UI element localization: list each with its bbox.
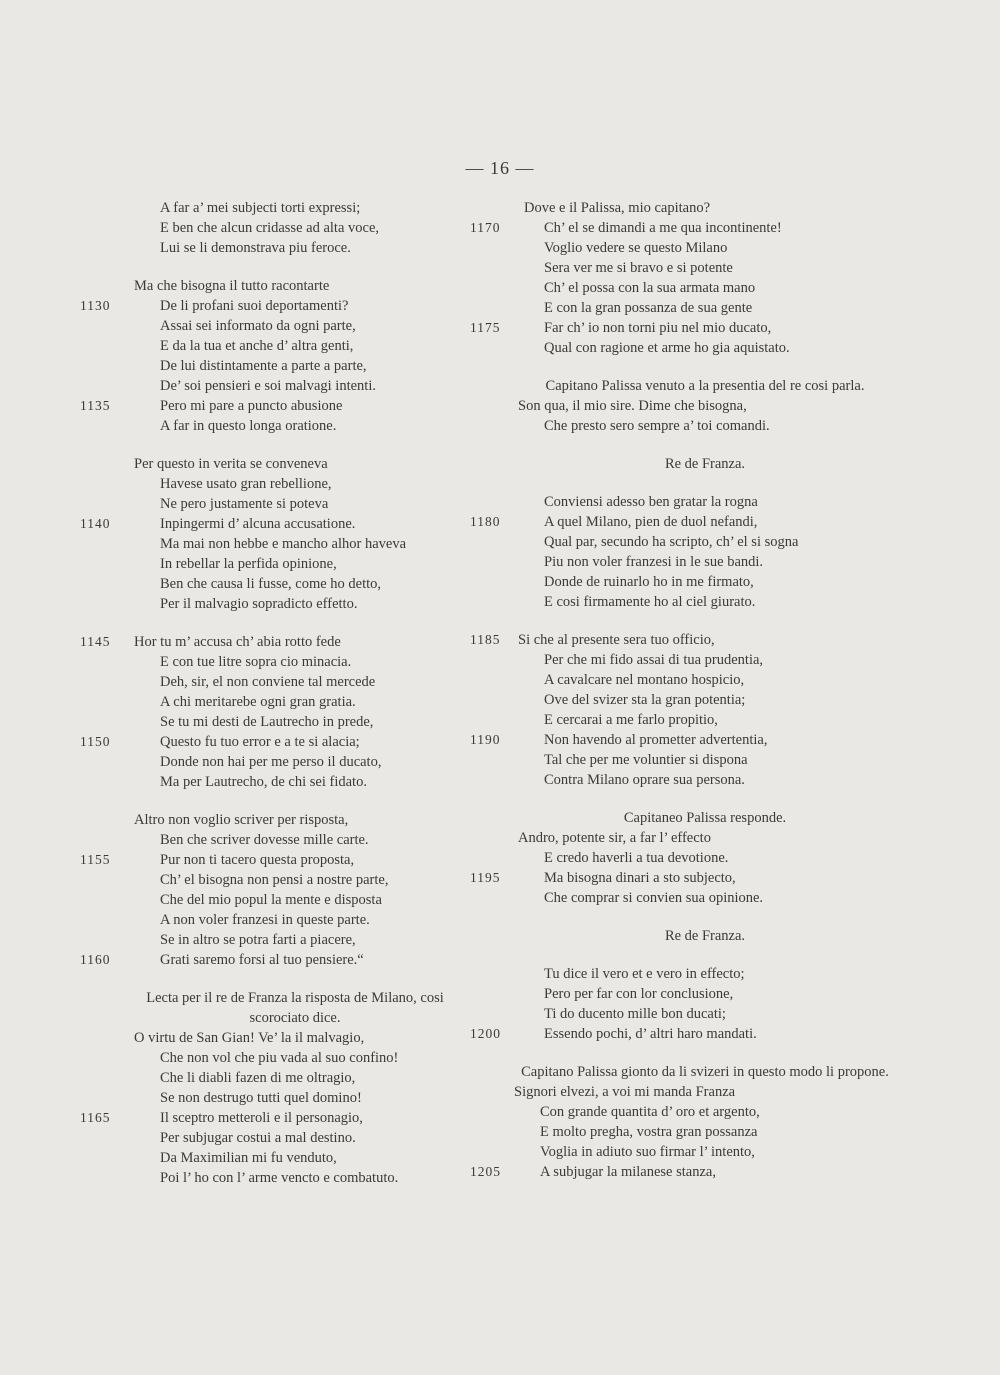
verse-text: A subjugar la milanese stanza, <box>540 1164 716 1180</box>
stage-direction <box>520 1062 890 1082</box>
verse-text: Per il malvagio sopradicto effetto. <box>160 596 358 612</box>
verse-text: Ma che bisogna il tutto racontarte <box>134 278 330 294</box>
stanza-gap <box>80 614 460 632</box>
stanza-gap <box>470 612 890 630</box>
verse-line <box>80 672 460 692</box>
stanza-gap <box>80 970 460 988</box>
verse-text: Pero per far con lor conclusione, <box>544 986 734 1002</box>
verse-text: Tal che per me voluntier si dispona <box>544 752 748 768</box>
stage-direction-text: Capitano Palissa venuto a la presentia del re cosi parla. <box>545 378 865 394</box>
verse-text: Grati saremo forsi al tuo pensiere.“ <box>160 952 364 968</box>
stage-direction-text: Re de Franza. <box>664 456 746 472</box>
verse-line <box>80 752 460 772</box>
verse-line <box>470 630 890 650</box>
verse-text: Havese usato gran rebellione, <box>160 476 332 492</box>
verse-text: Si che al presente sera tuo officio, <box>518 632 715 648</box>
verse-text: A chi meritarebe ogni gran gratia. <box>160 694 356 710</box>
verse-line <box>470 492 890 512</box>
line-number: 1200 <box>470 1026 501 1041</box>
page-header: — 16 — <box>465 158 535 178</box>
verse-line <box>80 1068 460 1088</box>
verse-line <box>470 338 890 358</box>
verse-line <box>470 1024 890 1044</box>
stanza-gap <box>470 436 890 454</box>
left-column <box>80 198 460 1188</box>
verse-text: De lui distintamente a parte a parte, <box>160 358 367 374</box>
verse-line <box>80 574 460 594</box>
verse-line <box>470 258 890 278</box>
verse-line <box>80 454 460 474</box>
verse-text: Non havendo al prometter advertentia, <box>544 732 768 748</box>
verse-text: Donde de ruinarlo ho in me firmato, <box>544 574 754 590</box>
verse-line <box>80 890 460 910</box>
verse-text: A cavalcare nel montano hospicio, <box>544 672 745 688</box>
verse-text: Che comprar si convien sua opinione. <box>544 890 764 906</box>
stage-direction <box>520 926 890 946</box>
verse-text: A non voler franzesi in queste parte. <box>160 912 370 928</box>
verse-line <box>80 1128 460 1148</box>
verse-text: Pero mi pare a puncto abusione <box>160 398 343 414</box>
verse-text: Da Maximilian mi fu venduto, <box>160 1150 337 1166</box>
verse-text: Ben che scriver dovesse mille carte. <box>160 832 369 848</box>
verse-line <box>80 1088 460 1108</box>
verse-text: E da la tua et anche d’ altra genti, <box>160 338 354 354</box>
verse-text: Assai sei informato da ogni parte, <box>160 318 356 334</box>
verse-text: Per questo in verita se conveneva <box>134 456 328 472</box>
verse-text: Tu dice il vero et e vero in effecto; <box>544 966 745 982</box>
verse-line <box>80 296 460 316</box>
line-number: 1165 <box>80 1110 111 1125</box>
verse-line <box>80 416 460 436</box>
verse-line <box>470 198 890 218</box>
verse-text: E credo haverli a tua devotione. <box>544 850 729 866</box>
verse-line <box>470 592 890 612</box>
verse-line <box>80 910 460 930</box>
stage-direction-text: Re de Franza. <box>664 928 746 944</box>
verse-line <box>470 710 890 730</box>
verse-text: Questo fu tuo error e a te si alacia; <box>160 734 360 750</box>
verse-line <box>80 732 460 752</box>
verse-text: Se non destrugo tutti quel domino! <box>160 1090 362 1106</box>
verse-line <box>80 534 460 554</box>
verse-text: E con tue litre sopra cio minacia. <box>160 654 352 670</box>
stanza-gap <box>470 908 890 926</box>
verse-text: Se in altro se potra farti a piacere, <box>160 932 356 948</box>
stanza-gap <box>470 946 890 964</box>
verse-line <box>470 298 890 318</box>
verse-text: Ch’ el se dimandi a me qua incontinente! <box>544 220 782 236</box>
verse-line <box>470 670 890 690</box>
line-number: 1160 <box>80 952 111 967</box>
verse-text: Ma mai non hebbe e mancho alhor haveva <box>160 536 407 552</box>
verse-text: Pur non ti tacero questa proposta, <box>160 852 355 868</box>
line-number: 1195 <box>470 870 501 885</box>
verse-line <box>80 198 460 218</box>
verse-text: E cosi firmamente ho al ciel giurato. <box>544 594 756 610</box>
stanza-gap <box>470 358 890 376</box>
verse-line <box>80 238 460 258</box>
verse-line <box>80 632 460 652</box>
verse-line <box>80 276 460 296</box>
verse-text: Voglia in adiuto suo firmar l’ intento, <box>540 1144 755 1160</box>
verse-text: Ben che causa li fusse, come ho detto, <box>160 576 382 592</box>
verse-line <box>470 650 890 670</box>
line-number: 1190 <box>470 732 501 747</box>
stanza-gap <box>80 792 460 810</box>
verse-text: O virtu de San Gian! Ve’ la il malvagio, <box>134 1030 365 1046</box>
verse-text: E ben che alcun cridasse ad alta voce, <box>160 220 380 236</box>
verse-line <box>80 1028 460 1048</box>
verse-text: Per subjugar costui a mal destino. <box>160 1130 356 1146</box>
verse-line <box>470 730 890 750</box>
verse-line <box>80 1108 460 1128</box>
verse-line <box>80 1048 460 1068</box>
line-number: 1130 <box>80 298 111 313</box>
verse-line <box>470 1162 890 1182</box>
verse-text: Lui se li demonstrava piu feroce. <box>160 240 351 256</box>
verse-line <box>470 750 890 770</box>
verse-line <box>80 514 460 534</box>
verse-line <box>80 494 460 514</box>
stanza-gap <box>80 436 460 454</box>
verse-text: Ch’ el bisogna non pensi a nostre parte, <box>160 872 389 888</box>
verse-line <box>80 712 460 732</box>
verse-text: Ove del svizer sta la gran potentia; <box>544 692 746 708</box>
stage-direction <box>130 988 460 1028</box>
verse-line <box>470 984 890 1004</box>
line-number: 1205 <box>470 1164 501 1179</box>
right-column <box>470 198 890 1182</box>
verse-line <box>470 238 890 258</box>
verse-text: E molto pregha, vostra gran possanza <box>540 1124 758 1140</box>
verse-line <box>80 850 460 870</box>
line-number: 1135 <box>80 398 111 413</box>
verse-text: Per che mi fido assai di tua prudentia, <box>544 652 764 668</box>
verse-line <box>470 1122 890 1142</box>
verse-text: A quel Milano, pien de duol nefandi, <box>544 514 758 530</box>
verse-text: Con grande quantita d’ oro et argento, <box>540 1104 760 1120</box>
verse-text: In rebellar la perfida opinione, <box>160 556 337 572</box>
stanza-gap <box>80 258 460 276</box>
verse-line <box>470 1082 890 1102</box>
verse-line <box>470 1004 890 1024</box>
verse-text: Sera ver me si bravo e si potente <box>544 260 733 276</box>
line-number: 1180 <box>470 514 501 529</box>
verse-line <box>470 416 890 436</box>
verse-line <box>470 868 890 888</box>
line-number: 1145 <box>80 634 111 649</box>
verse-text: Che non vol che piu vada al suo confino! <box>160 1050 399 1066</box>
verse-text: Che presto sero sempre a’ toi comandi. <box>544 418 770 434</box>
verse-line <box>470 828 890 848</box>
verse-line <box>80 554 460 574</box>
verse-text: De li profani suoi deportamenti? <box>160 298 349 314</box>
verse-text: Andro, potente sir, a far l’ effecto <box>518 830 711 846</box>
line-number: 1175 <box>470 320 501 335</box>
verse-line <box>470 572 890 592</box>
verse-text: Conviensi adesso ben gratar la rogna <box>544 494 758 510</box>
verse-line <box>470 512 890 532</box>
verse-text: Piu non voler franzesi in le sue bandi. <box>544 554 764 570</box>
verse-line <box>470 690 890 710</box>
stage-direction <box>520 454 890 474</box>
verse-text: Donde non hai per me perso il ducato, <box>160 754 382 770</box>
verse-text: Ma per Lautrecho, de chi sei fidato. <box>160 774 367 790</box>
verse-line <box>470 848 890 868</box>
verse-line <box>80 652 460 672</box>
verse-line <box>80 930 460 950</box>
verse-text: E cercarai a me farlo propitio, <box>544 712 718 728</box>
verse-text: Che del mio popul la mente e disposta <box>160 892 382 908</box>
stage-direction <box>520 808 890 828</box>
verse-line <box>80 218 460 238</box>
verse-line <box>470 218 890 238</box>
verse-text: Se tu mi desti de Lautrecho in prede, <box>160 714 374 730</box>
verse-line <box>470 532 890 552</box>
verse-text: Ma bisogna dinari a sto subjecto, <box>544 870 736 886</box>
verse-line <box>470 888 890 908</box>
verse-text: Son qua, il mio sire. Dime che bisogna, <box>518 398 747 414</box>
stage-direction-text: Capitaneo Palissa responde. <box>623 810 787 826</box>
verse-text: Ne pero justamente si poteva <box>160 496 329 512</box>
verse-line <box>80 870 460 890</box>
verse-line <box>80 356 460 376</box>
line-number: 1155 <box>80 852 111 867</box>
verse-text: Contra Milano oprare sua persona. <box>544 772 745 788</box>
verse-line <box>470 964 890 984</box>
verse-line <box>80 1168 460 1188</box>
verse-text: Ti do ducento mille bon ducati; <box>544 1006 726 1022</box>
stage-direction-text: Capitano Palissa gionto da li svizeri in questo modo li propone. <box>521 1064 889 1080</box>
verse-line <box>80 376 460 396</box>
verse-text: Hor tu m’ accusa ch’ abia rotto fede <box>134 634 341 650</box>
verse-line <box>80 830 460 850</box>
verse-text: A far in questo longa oratione. <box>160 418 337 434</box>
verse-line <box>80 474 460 494</box>
verse-line <box>80 692 460 712</box>
stanza-gap <box>470 474 890 492</box>
verse-line <box>80 772 460 792</box>
verse-text: Far ch’ io non torni piu nel mio ducato, <box>544 320 772 336</box>
verse-line <box>470 1102 890 1122</box>
verse-text: Il sceptro metteroli e il personagio, <box>160 1110 363 1126</box>
line-number: 1140 <box>80 516 111 531</box>
verse-line <box>470 552 890 572</box>
verse-text: Deh, sir, el non conviene tal mercede <box>160 674 376 690</box>
verse-line <box>80 950 460 970</box>
line-number: 1170 <box>470 220 501 235</box>
verse-text: Essendo pochi, d’ altri haro mandati. <box>544 1026 757 1042</box>
verse-text: Qual con ragione et arme ho gia aquistato. <box>544 340 790 356</box>
verse-text: Poi l’ ho con l’ arme vencto e combatuto. <box>160 1170 399 1186</box>
verse-line <box>470 396 890 416</box>
verse-text: Ch’ el possa con la sua armata mano <box>544 280 756 296</box>
verse-line <box>80 594 460 614</box>
verse-line <box>470 1142 890 1162</box>
verse-line <box>80 396 460 416</box>
verse-text: Inpingermi d’ alcuna accusatione. <box>160 516 356 532</box>
verse-line <box>80 336 460 356</box>
verse-text: Che li diabli fazen di me oltragio, <box>160 1070 356 1086</box>
stage-direction-text: Lecta per il re de Franza la risposta de Milano, cosi scorociato dice. <box>146 990 444 1026</box>
line-number: 1150 <box>80 734 111 749</box>
verse-text: Dove e il Palissa, mio capitano? <box>524 200 711 216</box>
verse-text: Voglio vedere se questo Milano <box>544 240 728 256</box>
verse-text: Qual par, secundo ha scripto, ch’ el si sogna <box>544 534 799 550</box>
verse-text: Signori elvezi, a voi mi manda Franza <box>514 1084 736 1100</box>
verse-text: De’ soi pensieri e soi malvagi intenti. <box>160 378 376 394</box>
verse-line <box>80 810 460 830</box>
verse-line <box>470 318 890 338</box>
line-number: 1185 <box>470 632 501 647</box>
verse-line <box>80 1148 460 1168</box>
verse-text: Altro non voglio scriver per risposta, <box>134 812 349 828</box>
stage-direction <box>520 376 890 396</box>
verse-line <box>470 278 890 298</box>
stanza-gap <box>470 790 890 808</box>
stanza-gap <box>470 1044 890 1062</box>
verse-text: E con la gran possanza de sua gente <box>544 300 753 316</box>
verse-text: A far a’ mei subjecti torti expressi; <box>160 200 361 216</box>
verse-line <box>470 770 890 790</box>
verse-line <box>80 316 460 336</box>
